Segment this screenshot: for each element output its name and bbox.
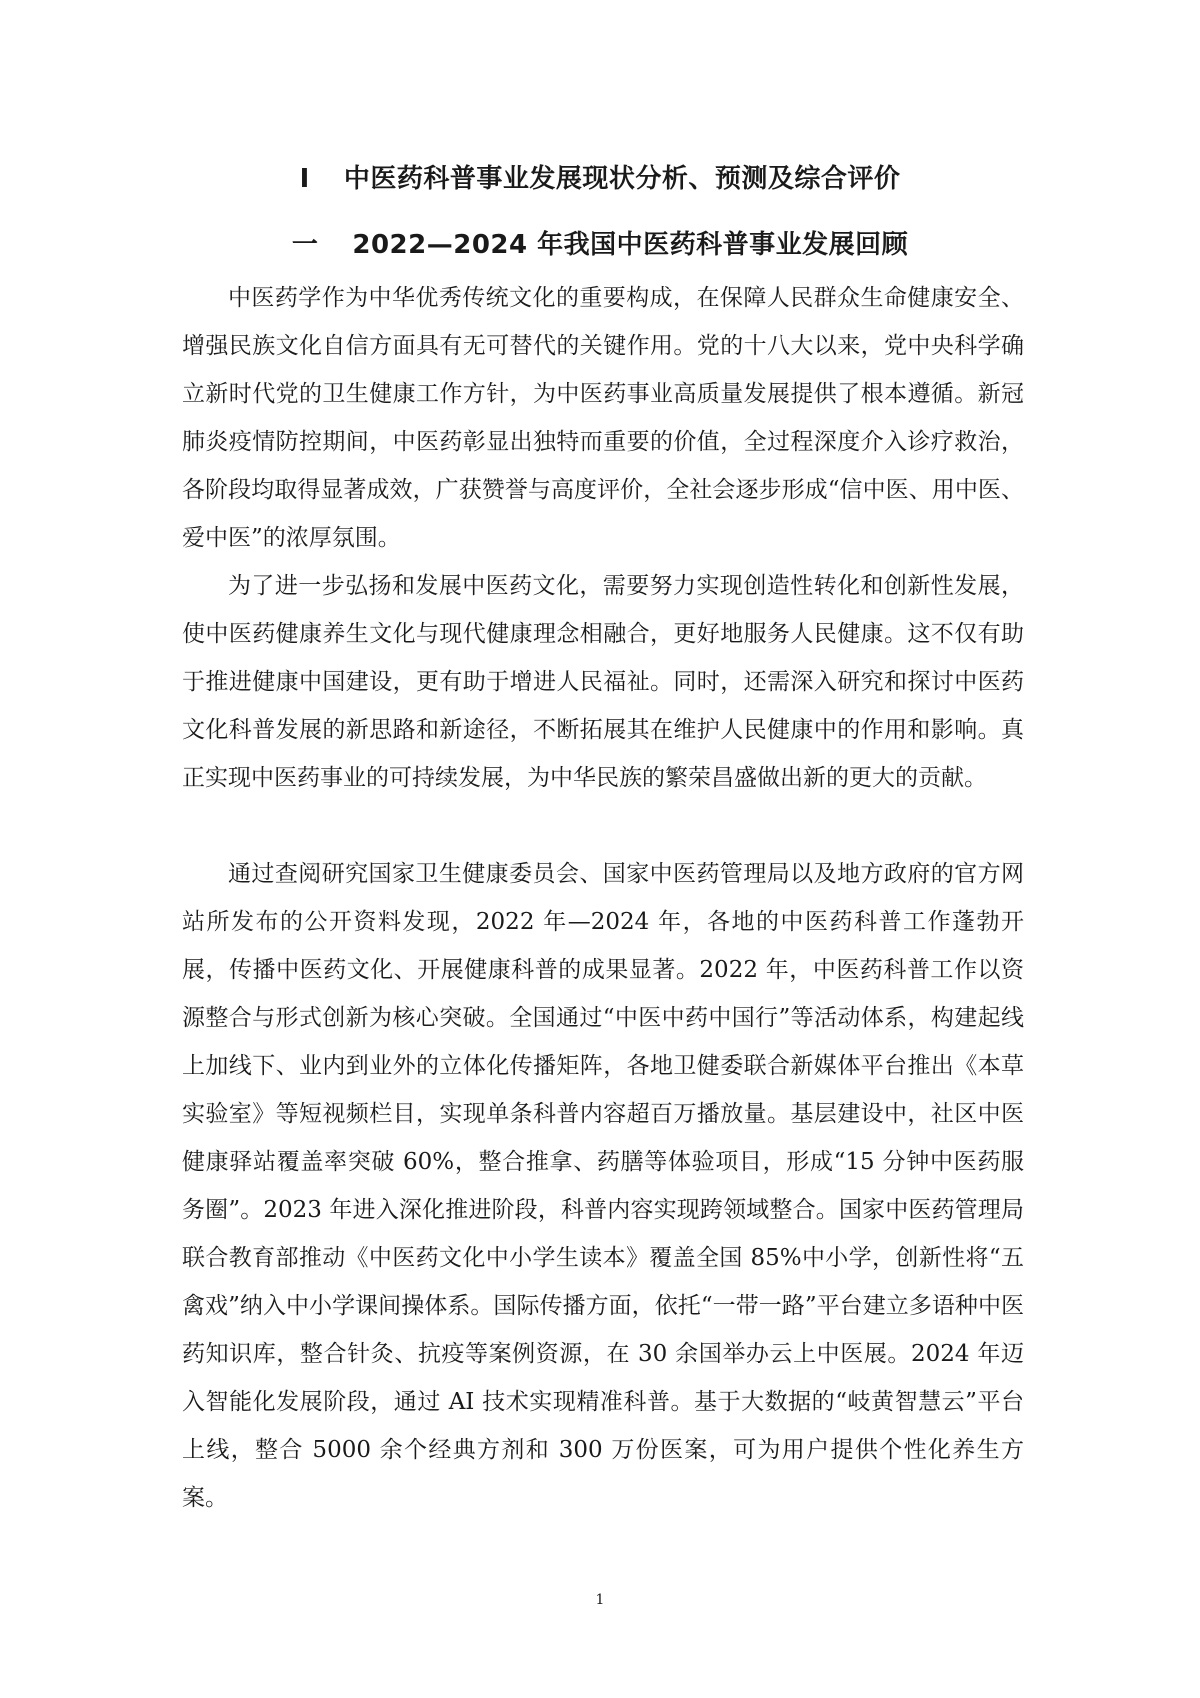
paragraph: 为了进一步弘扬和发展中医药文化，需要努力实现创造性转化和创新性发展，使中医药健康养生文化与现代健康理念相融合，更好地服务人民健康。这不仅有助于推进健康中国建设，更有助于增进人民福祉。同时，还需深入研究和探讨中医药文化科普发展的新思路和新途径，不断拓展其在维护人民健康中的作用和影响。真正实现中医药事业的可持续发展，为中华民族的繁荣昌盛做出新的更大的贡献。 [182, 573, 1024, 791]
page-number: 1 [595, 1592, 605, 1608]
part-number: Ⅰ [299, 164, 310, 194]
paragraph-block-3 [182, 850, 1024, 1522]
chapter-title: 2022—2024 年我国中医药科普事业发展回顾 [352, 230, 909, 260]
paragraph-block-2 [182, 562, 1024, 802]
part-heading [0, 158, 1200, 195]
chapter-number: 一 [291, 230, 319, 260]
chapter-heading [0, 224, 1200, 261]
paragraph: 中医药学作为中华优秀传统文化的重要构成，在保障人民群众生命健康安全、增强民族文化自信方面具有无可替代的关键作用。党的十八大以来，党中央科学确立新时代党的卫生健康工作方针，为中医药事业高质量发展提供了根本遵循。新冠肺炎疫情防控期间，中医药彰显出独特而重要的价值，全过程深度介入诊疗救治，各阶段均取得显著成效，广获赞誉与高度评价，全社会逐步形成“信中医、用中医、爱中医”的浓厚氛围。 [182, 285, 1024, 551]
paragraph-block-1 [182, 274, 1024, 562]
paragraph: 通过查阅研究国家卫生健康委员会、国家中医药管理局以及地方政府的官方网站所发布的公开资料发现，2022 年—2024 年，各地的中医药科普工作蓬勃开展，传播中医药文化、开展健康科普的成果显著。2022 年，中医药科普工作以资源整合与形式创新为核心突破。全国通过“中医中药中国行”等活动体系，构建起线上加线下、业内到业外的立体化传播矩阵，各地卫健委联合新媒体平台推出《本草实验室》等短视频栏目，实现单条科普内容超百万播放量。基层建设中，社区中医健康驿站覆盖率突破 60%，整合推拿、药膳等体验项目，形成“15 分钟中医药服务圈”。2023 年进入深化推进阶段，科普内容实现跨领域整合。国家中医药管理局联合教育部推动《中医药文化中小学生读本》覆盖全国 85%中小学，创新性将“五禽戏”纳入中小学课间操体系。国际传播方面，依托“一带一路”平台建立多语种中医药知识库，整合针灸、抗疫等案例资源，在 30 余国举办云上中医展。2024 年迈入智能化发展阶段，通过 AI 技术实现精准科普。基于大数据的“岐黄智慧云”平台上线，整合 5000 余个经典方剂和 300 万份医案，可为用户提供个性化养生方案。 [182, 861, 1024, 1511]
part-title: 中医药科普事业发展现状分析、预测及综合评价 [343, 164, 901, 194]
